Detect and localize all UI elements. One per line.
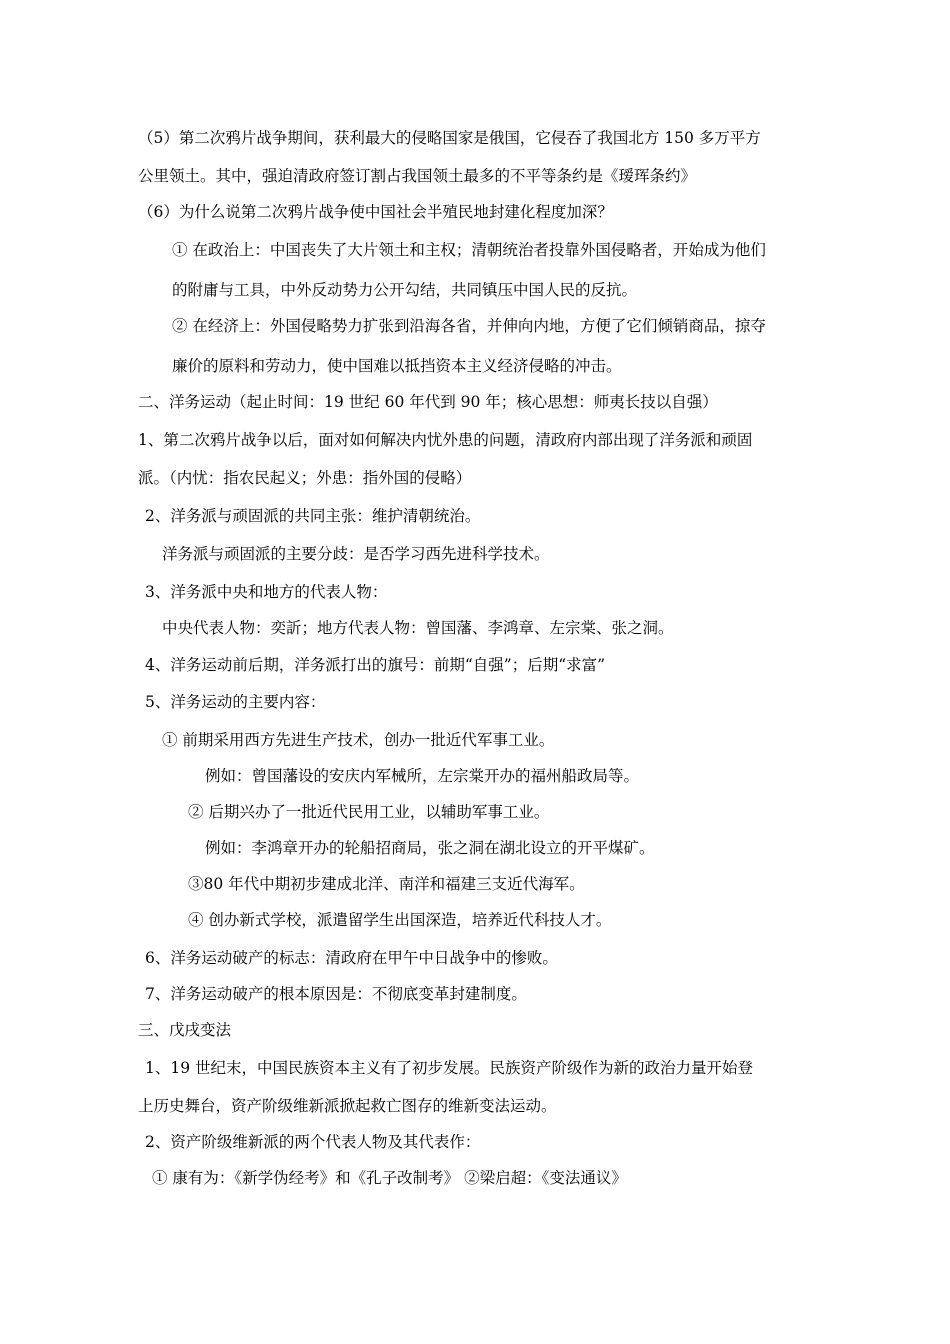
paragraph-line: 2、资产阶级维新派的两个代表人物及其代表作：	[145, 1133, 481, 1151]
paragraph-line: 3、洋务派中央和地方的代表人物：	[145, 583, 388, 601]
list-item: ① 康有为：《新学伪经考》和《孔子改制考》 ②梁启超：《变法通议》	[152, 1169, 627, 1187]
paragraph-line: 1、第二次鸦片战争以后，面对如何解决内忧外患的问题，清政府内部出现了洋务派和顽固	[138, 431, 753, 449]
paragraph-line: 的附庸与工具，中外反动势力公开勾结，共同镇压中国人民的反抗。	[172, 281, 638, 299]
section-heading: 二、洋务运动（起止时间：19 世纪 60 年代到 90 年；核心思想：师夷长技以自强）	[138, 393, 718, 411]
list-item: ④ 创办新式学校，派遣留学生出国深造，培养近代科技人才。	[188, 911, 612, 929]
example-line: 例如：曾国藩设的安庆内军械所，左宗棠开办的福州船政局等。	[205, 767, 640, 785]
list-item: ③80 年代中期初步建成北洋、南洋和福建三支近代海军。	[188, 875, 585, 893]
paragraph-line: 6、洋务运动破产的标志：清政府在甲午中日战争中的惨败。	[145, 949, 558, 967]
paragraph-line: 廉价的原料和劳动力，使中国难以抵挡资本主义经济侵略的冲击。	[172, 357, 622, 375]
paragraph-line: （5）第二次鸦片战争期间，获利最大的侵略国家是俄国，它侵吞了我国北方 150 多万平方	[138, 129, 761, 147]
list-item: ② 后期兴办了一批近代民用工业，以辅助军事工业。	[188, 803, 550, 821]
paragraph-line: 中央代表人物：奕訢；地方代表人物：曾国藩、李鸿章、左宗棠、张之洞。	[162, 619, 674, 637]
paragraph-line: 5、洋务运动的主要内容：	[145, 693, 326, 711]
question-heading: （6）为什么说第二次鸦片战争使中国社会半殖民地封建化程度加深？	[138, 203, 613, 221]
example-line: 例如：李鸿章开办的轮船招商局，张之洞在湖北设立的开平煤矿。	[205, 839, 655, 857]
paragraph-line: 公里领土。其中，强迫清政府签订割占我国领土最多的不平等条约是《瑷珲条约》	[138, 167, 697, 185]
section-heading: 三、戊戌变法	[138, 1021, 232, 1039]
paragraph-line: ② 在经济上：外国侵略势力扩张到沿海各省，并伸向内地，方便了它们倾销商品，掠夺	[172, 317, 766, 335]
paragraph-line: 1、19 世纪末，中国民族资本主义有了初步发展。民族资产阶级作为新的政治力量开始登	[145, 1059, 754, 1077]
paragraph-line: ① 在政治上：中国丧失了大片领土和主权；清朝统治者投靠外国侵略者，开始成为他们	[172, 241, 766, 259]
paragraph-line: 上历史舞台，资产阶级维新派掀起救亡图存的维新变法运动。	[138, 1097, 557, 1115]
paragraph-line: 4、洋务运动前后期，洋务派打出的旗号：前期“自强”；后期“求富”	[145, 656, 606, 674]
paragraph-line: 派。（内忧：指农民起义；外患：指外国的侵略）	[138, 469, 472, 487]
paragraph-line: 2、洋务派与顽固派的共同主张：维护清朝统治。	[145, 507, 481, 525]
list-item: ① 前期采用西方先进生产技术，创办一批近代军事工业。	[162, 731, 555, 749]
paragraph-line: 洋务派与顽固派的主要分歧：是否学习西先进科学技术。	[162, 545, 550, 563]
paragraph-line: 7、洋务运动破产的根本原因是：不彻底变革封建制度。	[145, 985, 527, 1003]
